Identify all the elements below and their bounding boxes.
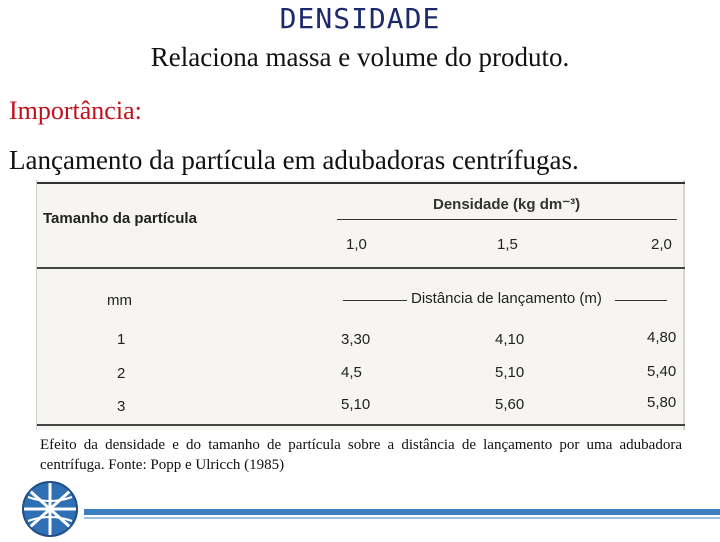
- distance-rule-left: [343, 300, 407, 301]
- size-header: Tamanho da partícula: [43, 210, 197, 227]
- size-cell: 2: [117, 365, 126, 382]
- table-bottom-rule: [37, 424, 685, 426]
- size-cell: 3: [117, 398, 126, 415]
- slide-title: DENSIDADE: [279, 2, 441, 35]
- distance-cell: 3,30: [341, 331, 371, 348]
- distance-rule-right: [615, 300, 667, 301]
- distance-cell: 5,80: [647, 394, 677, 411]
- distance-cell: 4,5: [341, 364, 362, 381]
- size-cell: 1: [117, 331, 126, 348]
- distance-cell: 4,10: [495, 331, 525, 348]
- distance-cell: 5,60: [495, 396, 525, 413]
- density-value: 1,0: [346, 236, 367, 253]
- slide-subtitle: Relaciona massa e volume do produto.: [150, 42, 570, 72]
- footer-accent-line: [84, 517, 720, 519]
- distance-cell: 5,10: [495, 364, 525, 381]
- importance-label: Importância:: [9, 96, 142, 125]
- density-header-rule: [337, 219, 677, 220]
- globe-logo-icon: [10, 475, 90, 537]
- table-top-rule: [37, 182, 685, 184]
- distance-cell: 4,80: [647, 329, 677, 346]
- table-caption: Efeito da densidade e do tamanho de partícula sobre a distância de lançamento por uma adubadora centrífuga. Fonte: Popp e Ulricch (1985): [40, 437, 682, 473]
- launch-text: Lançamento da partícula em adubadoras centrífugas.: [9, 145, 579, 175]
- distance-cell: 5,10: [341, 396, 371, 413]
- footer-accent-bar: [84, 509, 720, 515]
- table-mid-rule: [37, 267, 685, 269]
- unit-label: mm: [107, 292, 132, 309]
- density-value: 2,0: [651, 236, 672, 253]
- distance-cell: 5,40: [647, 363, 677, 380]
- distance-header: Distância de lançamento (m): [411, 290, 602, 307]
- density-header: Densidade (kg dm⁻³): [433, 196, 581, 213]
- density-value: 1,5: [497, 236, 518, 253]
- data-table-image: [36, 180, 685, 430]
